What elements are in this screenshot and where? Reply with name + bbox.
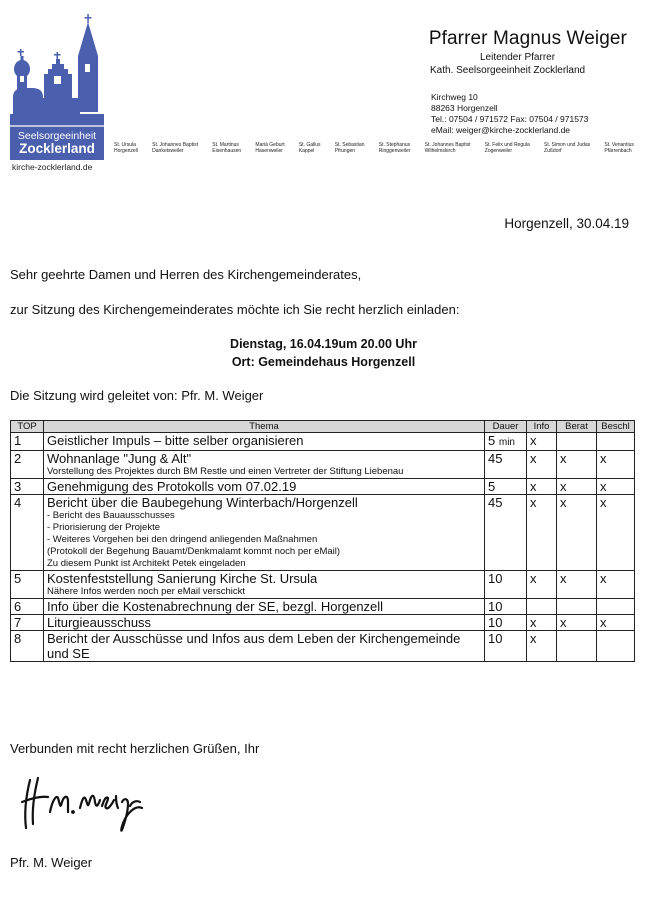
agenda-topic-detail: Nähere Infos werden noch per eMail verschickt (47, 586, 246, 597)
agenda-beschl-mark: x (597, 479, 635, 495)
agenda-duration: 45 (488, 495, 503, 510)
agenda-duration: 10 (488, 631, 503, 646)
agenda-topic: Bericht der Ausschüsse und Infos aus dem Leben der Kirchengemeinde und SE (47, 631, 461, 661)
agenda-duration: 5 (488, 479, 496, 494)
agenda-beschl-mark: x (597, 615, 635, 631)
closing-text: Verbunden mit recht herzlichen Grüßen, Ihr (10, 741, 260, 756)
agenda-duration: 10 (488, 599, 503, 614)
agenda-topic-cell (44, 615, 485, 631)
agenda-beschl-mark: x (597, 451, 635, 479)
parish-item: St. Ursula Horgenzell (114, 142, 138, 154)
agenda-top-number: 7 (11, 615, 44, 631)
handwritten-signature (18, 772, 148, 836)
agenda-topic-detail: (Protokoll der Begehung Bauamt/Denkmalamt kommt noch per eMail) (47, 546, 341, 557)
agenda-row (11, 631, 635, 662)
agenda-beschl-mark (597, 599, 635, 615)
parish-item: St. Johannes Baptist Wilhelmskirch (424, 142, 471, 154)
col-header-berat: Berat (557, 421, 597, 433)
agenda-duration-cell (485, 451, 527, 479)
agenda-info-mark (527, 599, 557, 615)
agenda-duration-cell (485, 433, 527, 451)
agenda-info-mark: x (527, 571, 557, 599)
agenda-row (11, 571, 635, 599)
agenda-row (11, 599, 635, 615)
agenda-info-mark: x (527, 451, 557, 479)
signature-name: Pfr. M. Weiger (10, 855, 93, 870)
col-header-top: TOP (11, 421, 44, 433)
address-phone-fax: Tel.: 07504 / 971572 Fax: 07504 / 971573 (431, 114, 589, 124)
agenda-duration: 45 (488, 451, 503, 466)
agenda-duration: 10 (488, 615, 503, 630)
agenda-topic: Bericht über die Baubegehung Winterbach/Horgenzell (47, 495, 358, 510)
sender-name: Pfarrer Magnus Weiger (428, 28, 627, 49)
col-header-beschl: Beschl (597, 421, 635, 433)
col-header-topic: Thema (44, 421, 485, 433)
agenda-topic-cell (44, 433, 485, 451)
agenda-berat-mark (557, 599, 597, 615)
agenda-top-number: 4 (11, 495, 44, 571)
agenda-topic-cell (44, 631, 485, 662)
agenda-topic-cell (44, 599, 485, 615)
agenda-duration-cell (485, 599, 527, 615)
agenda-berat-mark: x (557, 495, 597, 571)
meeting-chair: Die Sitzung wird geleitet von: Pfr. M. Weiger (10, 388, 264, 403)
parish-item: St. Simon und Judas Zußdorf (544, 142, 591, 154)
agenda-top-number: 8 (11, 631, 44, 662)
agenda-duration-cell (485, 495, 527, 571)
agenda-beschl-mark (597, 631, 635, 662)
sender-unit: Kath. Seelsorgeeinheit Zocklerland (430, 65, 586, 76)
agenda-topic-cell (44, 479, 485, 495)
meeting-place: Ort: Gemeindehaus Horgenzell (231, 355, 416, 369)
agenda-topic-detail: - Priorisierung der Projekte (47, 522, 160, 533)
address-zip-city: 88263 Horgenzell (431, 103, 498, 113)
agenda-info-mark: x (527, 479, 557, 495)
agenda-berat-mark: x (557, 451, 597, 479)
agenda-row (11, 615, 635, 631)
agenda-rows (11, 433, 635, 662)
agenda-topic: Liturgieausschuss (47, 615, 152, 630)
parish-item: Mariä Geburt Hasenweiler (255, 142, 285, 154)
letter-date: Horgenzell, 30.04.19 (504, 216, 629, 231)
agenda-topic: Genehmigung des Protokolls vom 07.02.19 (47, 479, 297, 494)
agenda-berat-mark: x (557, 479, 597, 495)
agenda-row (11, 451, 635, 479)
agenda-topic-cell (44, 571, 485, 599)
agenda-topic-cell (44, 451, 485, 479)
agenda-header-row (11, 421, 635, 433)
parish-item: St. Stephanus Ringgenweiler (378, 142, 411, 154)
agenda-info-mark: x (527, 433, 557, 451)
agenda-top-number: 5 (11, 571, 44, 599)
agenda-topic-detail: Zu diesem Punkt ist Architekt Petek eingeladen (47, 558, 246, 569)
agenda-info-mark: x (527, 495, 557, 571)
agenda-berat-mark: x (557, 571, 597, 599)
agenda-top-number: 3 (11, 479, 44, 495)
meeting-date: Dienstag, 16.04.19um 20.00 Uhr (230, 337, 417, 351)
logo-url[interactable]: kirche-zocklerland.de (12, 162, 93, 172)
agenda-topic-detail: - Bericht des Bauausschusses (47, 510, 175, 521)
logo-line1: Seelsorgeeinheit (17, 130, 97, 142)
agenda-berat-mark: x (557, 615, 597, 631)
agenda-beschl-mark (597, 433, 635, 451)
col-header-info: Info (527, 421, 557, 433)
agenda-duration: 10 (488, 571, 503, 586)
salutation: Sehr geehrte Damen und Herren des Kirchengemeinderates, (10, 267, 362, 282)
agenda-beschl-mark: x (597, 571, 635, 599)
agenda-row (11, 479, 635, 495)
parish-logo (10, 14, 104, 160)
agenda-duration-unit: min (498, 437, 515, 448)
agenda-row (11, 433, 635, 451)
agenda-duration-cell (485, 631, 527, 662)
sender-role: Leitender Pfarrer (480, 52, 556, 63)
agenda-topic: Kostenfeststellung Sanierung Kirche St. Ursula (47, 571, 318, 586)
parish-item: St. Martinus Eisenhausen (212, 142, 242, 154)
agenda-duration-cell (485, 615, 527, 631)
agenda-berat-mark (557, 433, 597, 451)
agenda-topic: Wohnanlage "Jung & Alt" (47, 451, 192, 466)
agenda-beschl-mark: x (597, 495, 635, 571)
agenda-info-mark: x (527, 615, 557, 631)
address-street: Kirchweg 10 (431, 92, 478, 102)
agenda-topic-cell (44, 495, 485, 571)
address-email[interactable]: eMail: weiger@kirche-zocklerland.de (431, 125, 571, 135)
parish-item: St. Gallus Kappel (298, 142, 321, 154)
parish-item: St. Sebastian Pfrungen (334, 142, 365, 154)
col-header-duration: Dauer (485, 421, 527, 433)
agenda-info-mark: x (527, 631, 557, 662)
parish-item: St. Felix und Regula Zogenweiler (484, 142, 530, 154)
agenda-duration-cell (485, 571, 527, 599)
agenda-topic: Info über die Kostenabrechnung der SE, bezgl. Horgenzell (47, 599, 384, 614)
agenda-berat-mark (557, 631, 597, 662)
agenda-top-number: 1 (11, 433, 44, 451)
parish-item: St. Johannes Baptist Danketsweiler (152, 142, 199, 154)
agenda-topic-detail: - Weiteres Vorgehen bei den dringend anliegenden Maßnahmen (47, 534, 318, 545)
agenda-topic-detail: Vorstellung des Projektes durch BM Restle und einen Vertreter der Stiftung Liebenau (47, 466, 404, 477)
parish-list (114, 142, 634, 154)
agenda-table (10, 420, 635, 662)
agenda-topic: Geistlicher Impuls – bitte selber organisieren (47, 433, 304, 448)
agenda-top-number: 2 (11, 451, 44, 479)
invitation-text: zur Sitzung des Kirchengemeinderates möchte ich Sie recht herzlich einladen: (10, 302, 460, 317)
agenda-top-number: 6 (11, 599, 44, 615)
agenda-duration: 5 (488, 433, 496, 448)
logo-line2: Zocklerland (19, 141, 95, 156)
agenda-duration-cell (485, 479, 527, 495)
parish-item: St. Venantius Pfärrenbach (604, 142, 634, 154)
agenda-row (11, 495, 635, 571)
